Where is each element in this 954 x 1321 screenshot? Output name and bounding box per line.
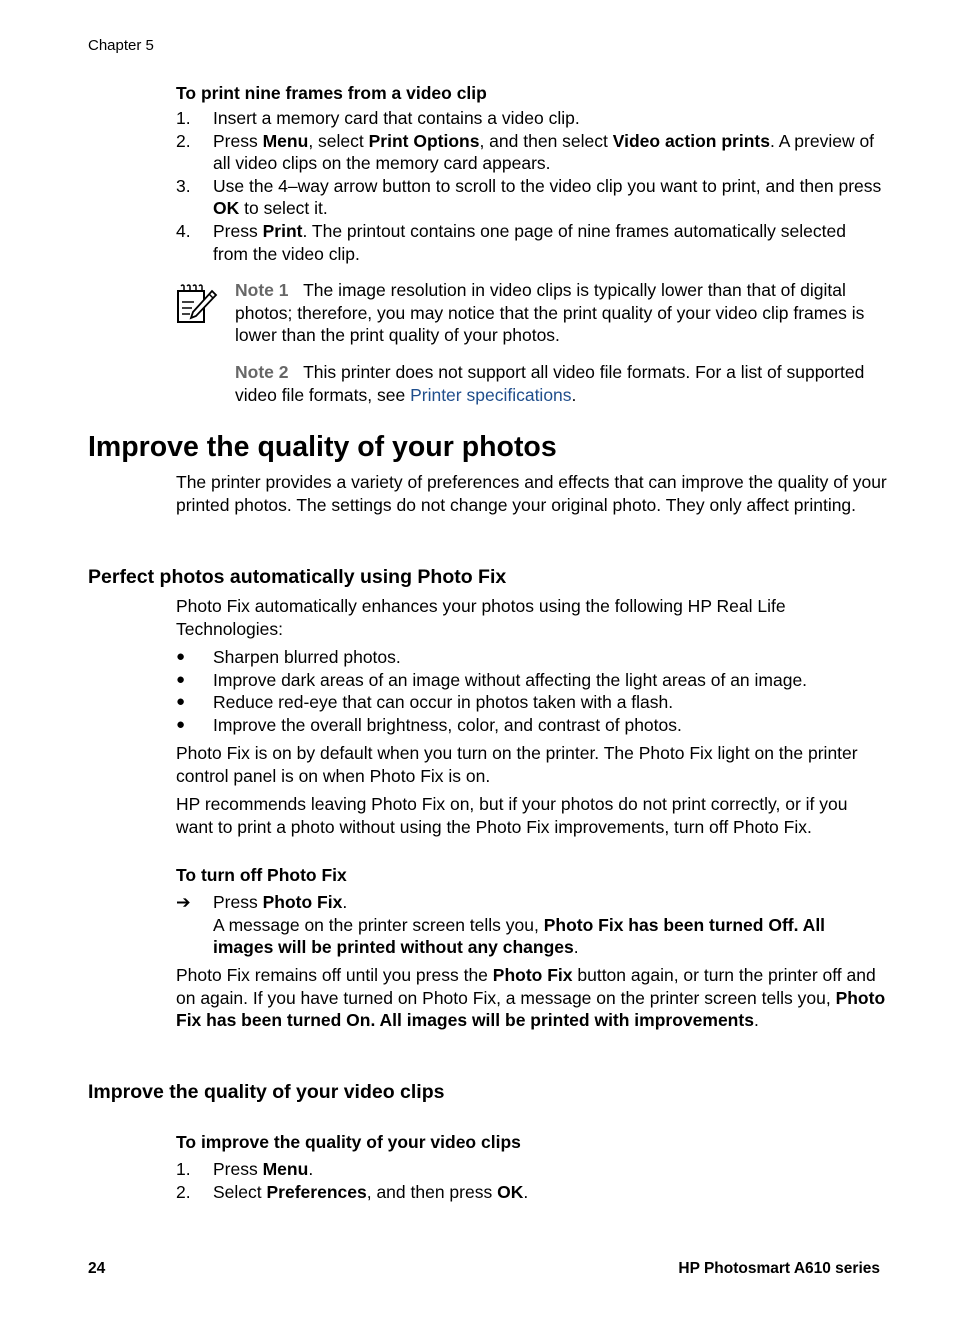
photo-fix-remains-paragraph	[176, 964, 888, 1032]
text-run: . The printout contains one page of nine frames automatically selected from the video clip.	[213, 221, 846, 264]
step-number: 2.	[176, 1181, 191, 1202]
procedure-heading-video-frames: To print nine frames from a video clip	[176, 83, 487, 103]
bold-term: Photo Fix has been turned On. All images will be printed with improvements	[176, 987, 886, 1031]
text-run: , and then select	[479, 130, 613, 151]
bold-term: Photo Fix	[492, 965, 573, 985]
bold-term: Preferences	[266, 1181, 367, 1202]
bullet-icon: ●	[176, 715, 186, 733]
bold-term: Print Options	[368, 130, 480, 151]
text-run: button again, or turn the printer off and on again. If you have turned on Photo Fix, a message on the printer screen tells you,	[176, 965, 876, 1008]
page-number: 24	[88, 1260, 106, 1277]
text-run: Insert a memory card that contains a video clip.	[213, 108, 580, 128]
text-run: Select	[213, 1181, 267, 1202]
photo-fix-heading: Perfect photos automatically using Photo Fix	[88, 566, 507, 588]
text-run: .	[523, 1181, 529, 1202]
note-1-text: The image resolution in video clips is typically lower than that of digital photos; therefore, you may notice that the print quality of your video clip frames is lower than the print quality of your photos.	[235, 280, 865, 346]
procedure-heading-video-quality: To improve the quality of your video clips	[176, 1132, 521, 1152]
bold-term: Photo Fix has been turned Off. All images will be printed without any changes	[213, 914, 826, 958]
bullet-icon: ●	[176, 670, 186, 688]
arrow-step-text	[213, 891, 885, 914]
bullet-text: Sharpen blurred photos.	[213, 647, 401, 667]
text-run: .	[573, 937, 579, 958]
step-text	[213, 1181, 885, 1204]
step-text	[213, 1158, 885, 1181]
photo-fix-recommend-paragraph: HP recommends leaving Photo Fix on, but if your photos do not print correctly, or if you want to print a photo without using the Photo Fix improvements, turn off Photo Fix.	[176, 794, 848, 837]
product-name: HP Photosmart A610 series	[678, 1260, 880, 1277]
bold-term: OK	[497, 1181, 524, 1202]
bold-term: Print	[262, 221, 303, 241]
section-title-improve-quality: Improve the quality of your photos	[88, 431, 557, 463]
printer-specifications-link[interactable]: Printer specifications	[410, 384, 572, 405]
arrow-icon: ➔	[176, 892, 191, 912]
note-2-period: .	[571, 384, 577, 405]
text-run: .	[308, 1159, 314, 1179]
text-run: A message on the printer screen tells you,	[213, 914, 544, 935]
photo-fix-intro: Photo Fix automatically enhances your photos using the following HP Real Life Technologies:	[176, 596, 786, 639]
step-number: 3.	[176, 175, 191, 196]
bullet-text: Improve dark areas of an image without affecting the light areas of an image.	[213, 669, 808, 690]
note-2	[235, 361, 885, 406]
text-run: .	[342, 892, 348, 912]
step-number: 1.	[176, 1159, 191, 1179]
bold-term: Photo Fix	[262, 892, 343, 912]
text-run: Press	[213, 1159, 263, 1179]
bold-term: Video action prints	[612, 130, 770, 151]
bold-term: OK	[213, 198, 240, 219]
step-text	[213, 220, 885, 265]
note-1	[235, 279, 885, 347]
text-run: . A preview of all video clips on the memory card appears.	[213, 130, 875, 174]
note-2-label: Note 2	[235, 362, 289, 382]
text-run: Press	[213, 221, 263, 241]
text-run: to select it.	[239, 198, 328, 219]
photo-fix-default-paragraph: Photo Fix is on by default when you turn on the printer. The Photo Fix light on the printer control panel is on when Photo Fix is on.	[176, 743, 858, 786]
text-run: Use the 4–way arrow button to scroll to the video clip you want to print, and then press	[213, 175, 882, 196]
bold-term: Menu	[262, 1159, 309, 1179]
text-run: , select	[308, 130, 369, 151]
video-quality-heading: Improve the quality of your video clips	[88, 1081, 445, 1103]
step-text	[213, 175, 885, 220]
text-run: Photo Fix remains off until you press the	[176, 965, 493, 985]
note-1-label: Note 1	[235, 280, 289, 300]
note-2-text: This printer does not support all video file formats. For a list of supported video file formats, see	[235, 362, 865, 405]
step-number: 2.	[176, 130, 191, 151]
chapter-header: Chapter 5	[88, 37, 154, 54]
text-run: Press	[213, 130, 263, 151]
bullet-icon: ●	[176, 693, 186, 711]
bold-term: Menu	[262, 130, 309, 151]
step-number: 1.	[176, 108, 191, 128]
bullet-text: Reduce red-eye that can occur in photos taken with a flash.	[213, 692, 674, 713]
improve-quality-intro: The printer provides a variety of preferences and effects that can improve the quality of your printed photos. The settings do not change your original photo. They only affect printing.	[176, 472, 887, 515]
text-run: .	[753, 1010, 759, 1031]
procedure-heading-turn-off: To turn off Photo Fix	[176, 865, 347, 885]
arrow-step-result	[213, 914, 885, 959]
step-text	[213, 130, 885, 175]
bullet-icon: ●	[176, 648, 186, 665]
note-icon	[176, 283, 218, 325]
bullet-text: Improve the overall brightness, color, and contrast of photos.	[213, 714, 682, 735]
step-text	[213, 107, 885, 130]
step-number: 4.	[176, 221, 191, 241]
text-run: , and then press	[366, 1181, 498, 1202]
text-run: Press	[213, 892, 263, 912]
